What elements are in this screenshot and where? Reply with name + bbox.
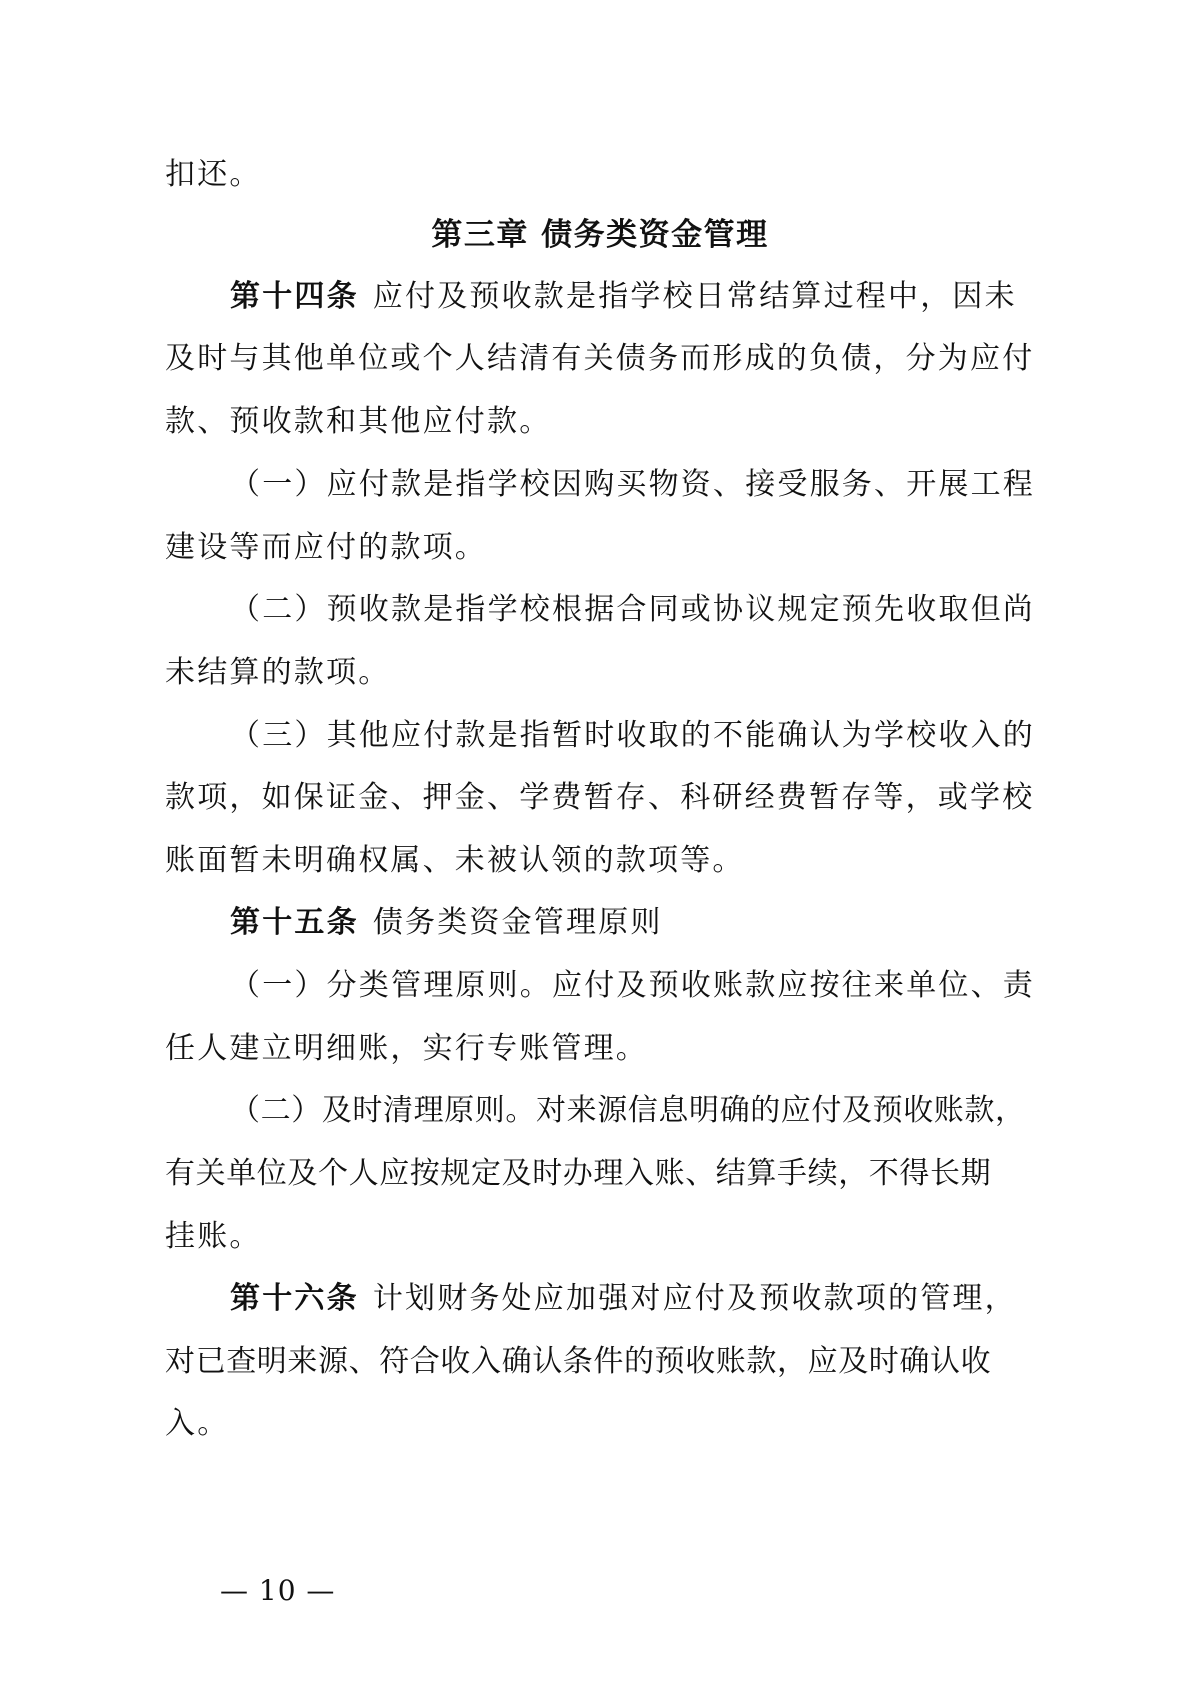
article-14-label: 第十四条 (230, 279, 359, 314)
article-14-text: 应付及预收款是指学校日常结算过程中，因未 (372, 279, 1017, 314)
article-15-label: 第十五条 (230, 905, 359, 940)
paragraph-line: （二）预收款是指学校根据合同或协议规定预先收取但尚 (230, 592, 1035, 627)
article-16-text: 计划财务处应加强对应付及预收款项的管理， (372, 1281, 1017, 1316)
article-15-text: 债务类资金管理原则 (372, 905, 663, 940)
paragraph-line: （一）应付款是指学校因购买物资、接受服务、开展工程 (230, 467, 1035, 502)
article-15-line (230, 903, 663, 943)
paragraph-line: （一）分类管理原则。应付及预收账款应按往来单位、责 (230, 968, 1035, 1003)
paragraph-line: 建设等而应付的款项。 (165, 530, 487, 565)
paragraph-line: 有关单位及个人应按规定及时办理入账、结算手续，不得长期 (165, 1156, 992, 1191)
paragraph-line: 及时与其他单位或个人结清有关债务而形成的负债，分为应付 (165, 341, 1035, 376)
article-16-label: 第十六条 (230, 1281, 359, 1316)
article-16-line (230, 1279, 1017, 1319)
paragraph-line: （二）及时清理原则。对来源信息明确的应付及预收账款， (230, 1093, 1026, 1128)
paragraph-line: 扣还。 (165, 157, 262, 192)
paragraph-line: 款、预收款和其他应付款。 (165, 404, 552, 439)
paragraph-line: 任人建立明细账，实行专账管理。 (165, 1031, 648, 1066)
paragraph-line: 款项，如保证金、押金、学费暂存、科研经费暂存等，或学校 (165, 780, 1035, 815)
paragraph-line: （三）其他应付款是指暂时收取的不能确认为学校收入的 (230, 718, 1035, 753)
paragraph-line: 对已查明来源、符合收入确认条件的预收账款，应及时确认收 (165, 1344, 992, 1379)
article-14-line (230, 277, 1017, 317)
chapter-title: 第三章 债务类资金管理 (431, 217, 769, 253)
paragraph-line: 入。 (165, 1406, 230, 1441)
paragraph-line: 未结算的款项。 (165, 655, 391, 690)
page-number: — 10 — (220, 1574, 336, 1607)
paragraph-line: 账面暂未明确权属、未被认领的款项等。 (165, 843, 745, 878)
paragraph-line: 挂账。 (165, 1219, 262, 1254)
